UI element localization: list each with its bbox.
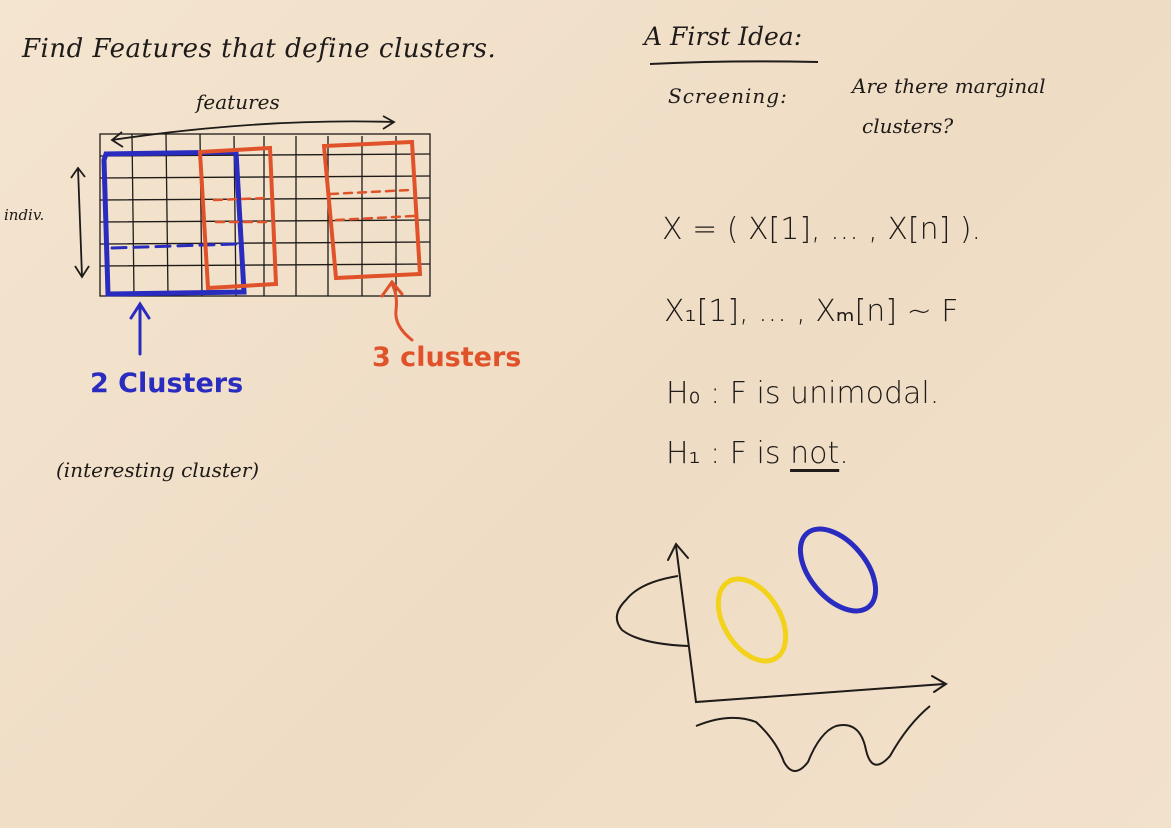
individuals-axis-label: indiv. — [4, 206, 45, 224]
equation-x-vector: X = ( X[1], ... , X[n] ). — [662, 212, 982, 247]
scatter-axes — [668, 544, 946, 702]
right-title: A First Idea: — [644, 22, 803, 51]
x-marginal-density — [696, 706, 930, 771]
screening-question-line2: clusters? — [862, 114, 954, 138]
y-marginal-density — [617, 576, 688, 646]
features-arrow — [112, 116, 394, 147]
left-title: Find Features that define clusters. — [22, 34, 497, 64]
yellow-cluster-ellipse — [704, 567, 799, 673]
hypothesis-alt-prefix: H₁ : F is — [666, 436, 781, 471]
blue-cluster-ellipse — [786, 515, 891, 625]
blue-cluster-label: 2 Clusters — [90, 368, 244, 399]
orange-pointer-arrow — [382, 282, 412, 340]
hypothesis-alt-suffix: . — [839, 436, 849, 471]
blue-pointer-arrow — [131, 304, 149, 354]
title-underline — [650, 61, 818, 64]
data-matrix-grid — [100, 134, 430, 296]
hypothesis-alt-emphasis: not — [790, 436, 840, 471]
equation-sample-distribution: X₁[1], ... , Xₘ[n] ~ F — [664, 294, 959, 329]
screening-label: Screening: — [668, 84, 788, 108]
interesting-cluster-note: (interesting cluster) — [56, 458, 260, 482]
features-axis-label: features — [196, 90, 280, 114]
individuals-arrow — [71, 168, 89, 277]
orange-cluster-label: 3 clusters — [372, 342, 522, 373]
hypothesis-null: H₀ : F is unimodal. — [666, 376, 940, 411]
screening-question-line1: Are there marginal — [852, 74, 1046, 98]
orange-cluster-boxes — [200, 142, 420, 288]
